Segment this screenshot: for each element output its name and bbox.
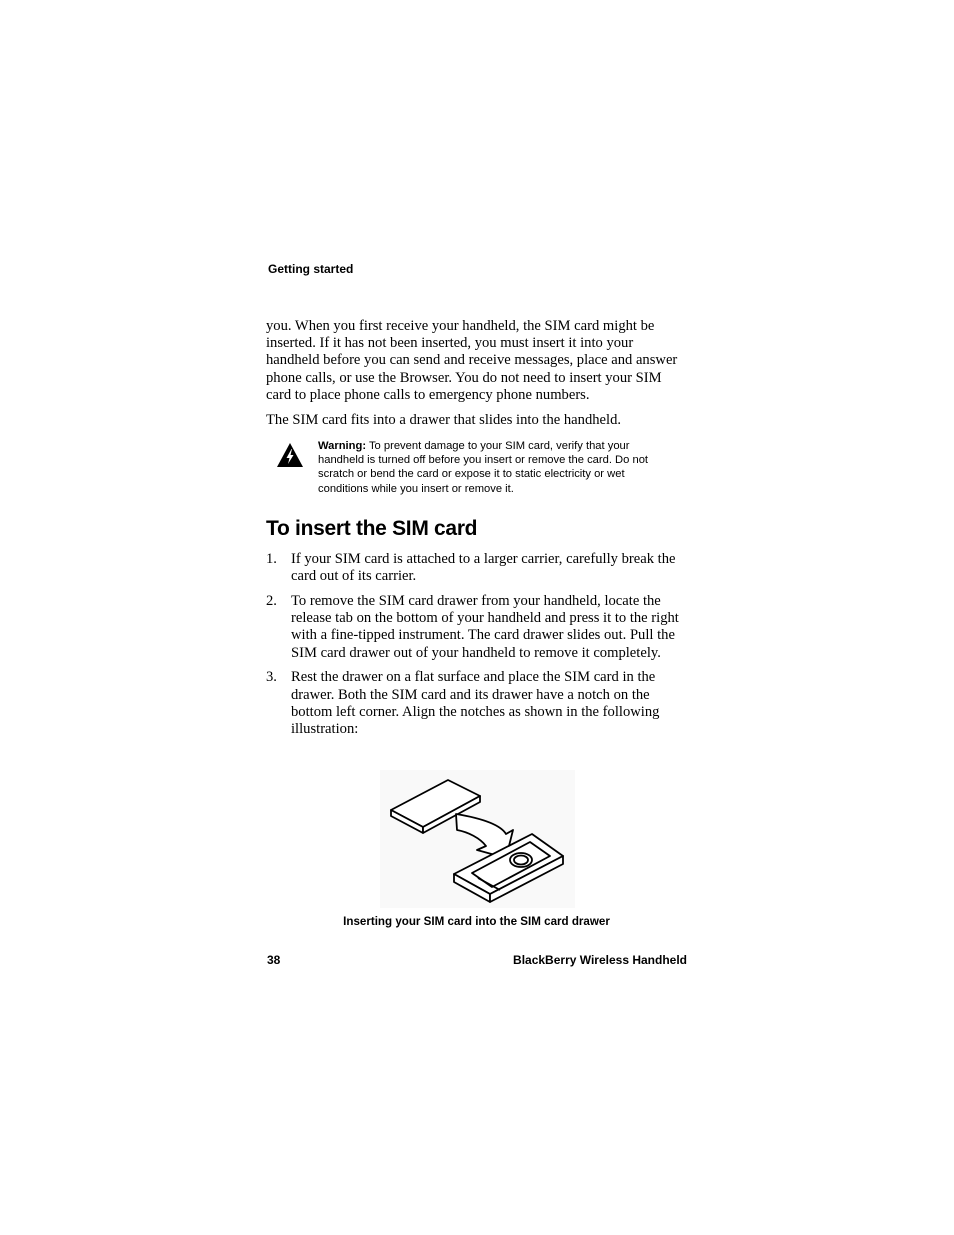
warning-bolt-icon: [277, 443, 303, 467]
warning-label: Warning:: [318, 440, 367, 452]
footer-title: BlackBerry Wireless Handheld: [513, 953, 687, 967]
running-head: Getting started: [268, 262, 354, 276]
section-heading: To insert the SIM card: [266, 517, 478, 540]
steps-list: [266, 551, 690, 746]
step-item: [266, 551, 690, 585]
warning-body: To prevent damage to your SIM card, verify that your handheld is turned off before you insert or remove the card. Do not scratch or bend the card or expose it to static electricity or wet conditions while you insert or remove it.: [318, 440, 649, 495]
figure-caption: Inserting your SIM card into the SIM card drawer: [343, 915, 610, 928]
step-text: Rest the drawer on a flat surface and place the SIM card in the drawer. Both the SIM card and its drawer have a notch on the bottom left corner. Align the notches as shown in the following illustration:: [291, 669, 660, 738]
sim-card-illustration: [380, 770, 575, 908]
step-text: If your SIM card is attached to a larger carrier, carefully break the card out of its carrier.: [291, 551, 676, 585]
step-item: [266, 593, 690, 662]
page-number: 38: [267, 953, 281, 967]
drawer-paragraph: The SIM card fits into a drawer that slides into the handheld.: [266, 412, 622, 428]
step-number: 3.: [266, 669, 277, 686]
warning-text: [318, 439, 678, 496]
step-number: 2.: [266, 593, 277, 609]
step-text: To remove the SIM card drawer from your handheld, locate the release tab on the bottom of your handheld and press it to the right with a fine-tipped instrument. The card drawer slides out. Pull the SIM card drawer out of your handheld to remove it completely.: [291, 593, 679, 661]
step-number: 1.: [266, 551, 277, 567]
step-item: [266, 669, 690, 738]
intro-paragraph: you. When you first receive your handheld, the SIM card might be inserted. If it has not been inserted, you must insert it into your handheld before you can send and receive messages, place and answer phone calls, or use the Browser. You do not need to insert your SIM card to place phone calls to emergency phone numbers.: [266, 318, 678, 403]
